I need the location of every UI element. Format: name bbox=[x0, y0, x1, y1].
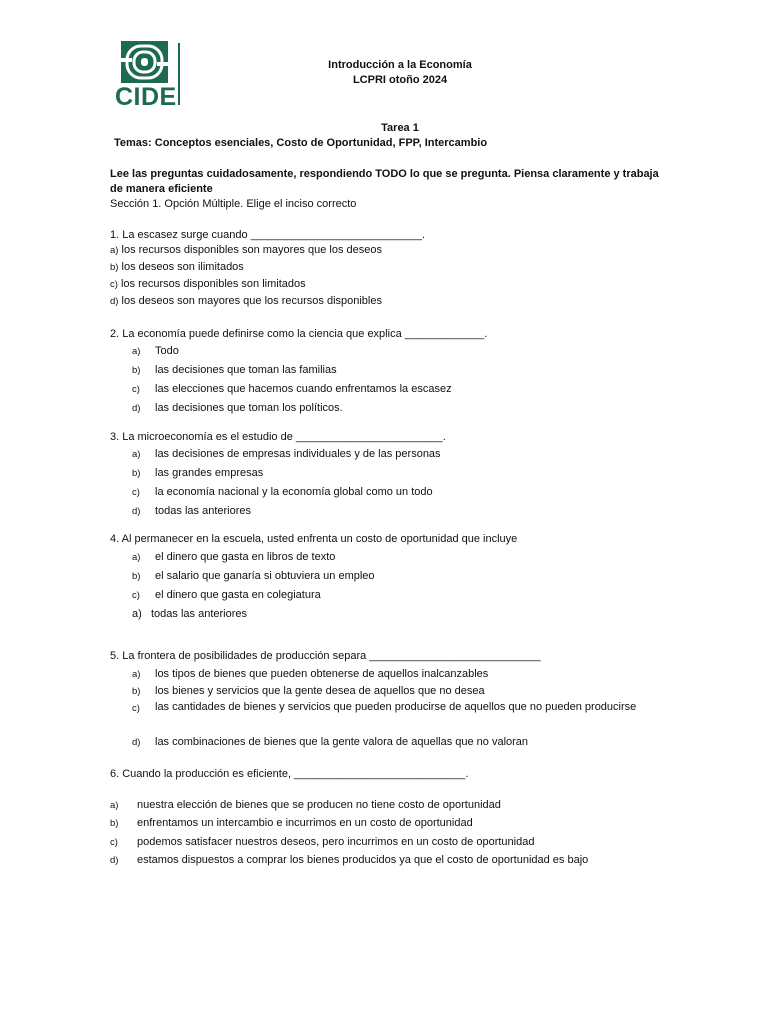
option-letter: b) bbox=[132, 686, 141, 697]
question-stem: 2. La economía puede definirse como la ciencia que explica _____________. bbox=[110, 328, 488, 340]
option-c bbox=[110, 277, 306, 292]
option-letter: a) bbox=[110, 245, 119, 256]
option-text: los tipos de bienes que pueden obtenerse de aquellos inalcanzables bbox=[155, 668, 489, 680]
option-text: las cantidades de bienes y servicios que pueden producirse de aquellos que no pueden producirse bbox=[155, 701, 637, 713]
option-text: nuestra elección de bienes que se producen no tiene costo de oportunidad bbox=[137, 799, 501, 811]
question-stem: 4. Al permanecer en la escuela, usted enfrenta un costo de oportunidad que incluye bbox=[110, 533, 518, 545]
option-text: enfrentamos un intercambio e incurrimos en un costo de oportunidad bbox=[137, 817, 473, 829]
option-text: las elecciones que hacemos cuando enfrentamos la escasez bbox=[155, 383, 452, 395]
option-text: los deseos son mayores que los recursos disponibles bbox=[121, 295, 382, 307]
option-text: las decisiones que toman los políticos. bbox=[155, 402, 343, 414]
option-text: las decisiones de empresas individuales y de las personas bbox=[155, 448, 441, 460]
option-letter: c) bbox=[132, 384, 140, 395]
option-text: los bienes y servicios que la gente desea de aquellos que no desea bbox=[155, 685, 485, 697]
option-letter: c) bbox=[132, 703, 140, 714]
option-a bbox=[110, 243, 382, 258]
option-letter: a) bbox=[132, 608, 142, 620]
instructions-line-1: Lee las preguntas cuidadosamente, respondiendo TODO lo que se pregunta. Piensa claramente y trabaja bbox=[110, 168, 659, 180]
option-text: las decisiones que toman las familias bbox=[155, 364, 337, 376]
option-text: todas las anteriores bbox=[151, 608, 247, 620]
option-letter: d) bbox=[132, 737, 141, 748]
option-letter: d) bbox=[132, 506, 141, 517]
option-letter: c) bbox=[110, 279, 118, 290]
option-letter: d) bbox=[132, 403, 141, 414]
option-letter: b) bbox=[132, 468, 141, 479]
cide-logo-text: CIDE bbox=[115, 83, 177, 111]
option-letter: d) bbox=[110, 296, 119, 307]
option-text: la economía nacional y la economía global como un todo bbox=[155, 486, 433, 498]
option-text: las grandes empresas bbox=[155, 467, 264, 479]
option-text: los recursos disponibles son limitados bbox=[120, 278, 306, 290]
option-letter: a) bbox=[132, 669, 141, 680]
course-term: LCPRI otoño 2024 bbox=[352, 74, 448, 86]
option-text: Todo bbox=[155, 345, 179, 357]
option-letter: c) bbox=[132, 590, 140, 601]
option-text: podemos satisfacer nuestros deseos, pero incurrimos en un costo de oportunidad bbox=[137, 836, 535, 848]
option-letter: a) bbox=[132, 346, 141, 357]
instructions-line-2: de manera eficiente bbox=[110, 183, 213, 195]
option-text: el salario que ganaría si obtuviera un empleo bbox=[155, 570, 375, 582]
option-text: estamos dispuestos a comprar los bienes producidos ya que el costo de oportunidad es bajo bbox=[137, 854, 589, 866]
option-letter: a) bbox=[132, 449, 141, 460]
option-letter: b) bbox=[110, 262, 119, 273]
option-text: las combinaciones de bienes que la gente valora de aquellas que no valoran bbox=[155, 736, 529, 748]
option-text: los recursos disponibles son mayores que los deseos bbox=[121, 244, 382, 256]
question-stem: 3. La microeconomía es el estudio de ________________________. bbox=[110, 431, 446, 443]
option-letter: b) bbox=[132, 571, 141, 582]
option-letter: d) bbox=[110, 855, 119, 866]
question-stem: 6. Cuando la producción es eficiente, ____________________________. bbox=[110, 768, 469, 780]
assignment-title: Tarea 1 bbox=[381, 122, 419, 134]
option-letter: a) bbox=[132, 552, 141, 563]
option-letter: b) bbox=[132, 365, 141, 376]
question-stem: 1. La escasez surge cuando ____________________________. bbox=[110, 229, 425, 241]
course-title: Introducción a la Economía bbox=[328, 59, 472, 71]
option-letter: c) bbox=[110, 837, 118, 848]
option-text: el dinero que gasta en colegiatura bbox=[155, 589, 321, 601]
option-b bbox=[110, 260, 244, 275]
option-text: todas las anteriores bbox=[155, 505, 251, 517]
section-heading: Sección 1. Opción Múltiple. Elige el inciso correcto bbox=[110, 198, 357, 210]
option-letter: c) bbox=[132, 487, 140, 498]
option-d bbox=[110, 294, 382, 309]
option-text: el dinero que gasta en libros de texto bbox=[155, 551, 336, 563]
option-letter: b) bbox=[110, 818, 119, 829]
question-stem: 5. La frontera de posibilidades de producción separa ____________________________ bbox=[110, 650, 541, 662]
option-text: los deseos son ilimitados bbox=[121, 261, 244, 273]
option-letter: a) bbox=[110, 800, 119, 811]
assignment-topics: Temas: Conceptos esenciales, Costo de Oportunidad, FPP, Intercambio bbox=[114, 137, 488, 149]
